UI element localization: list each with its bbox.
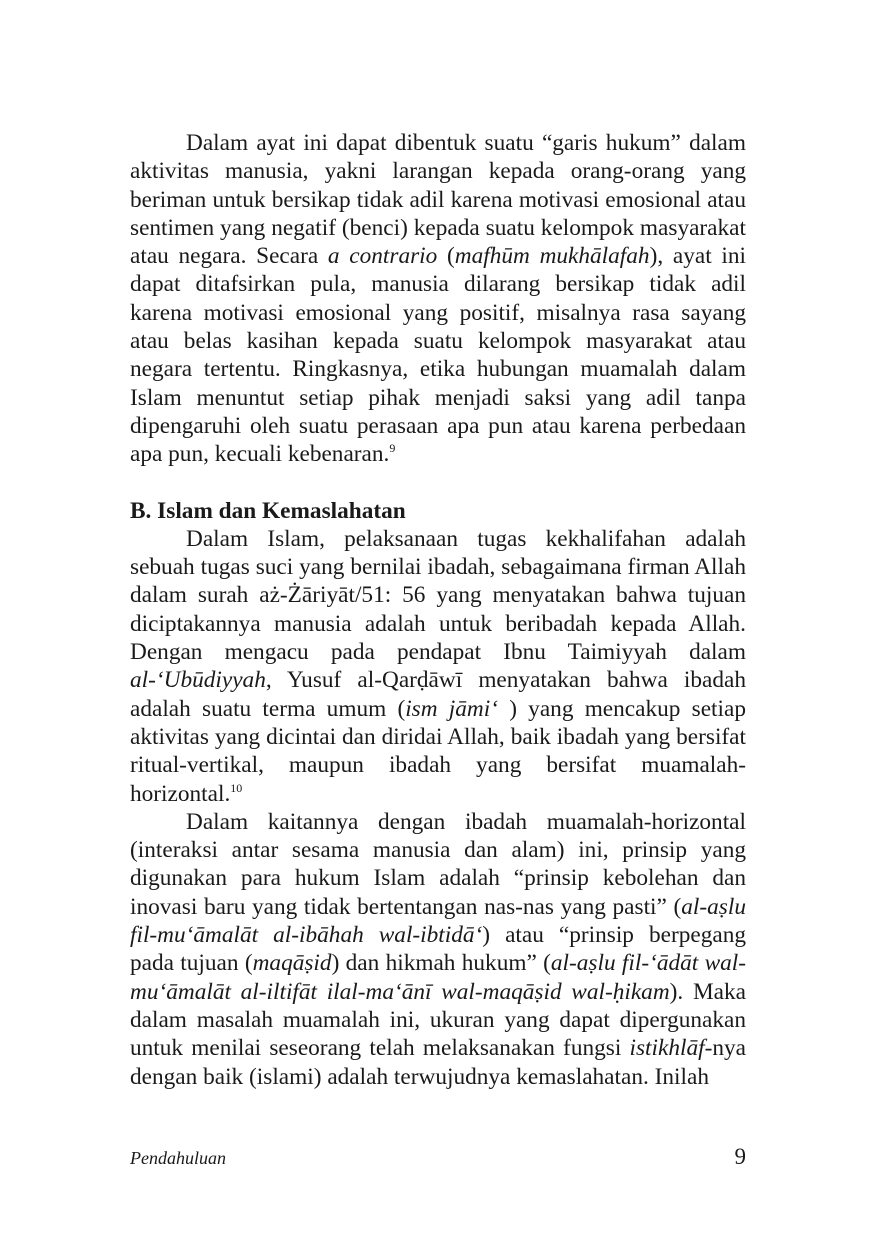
body-text: [130, 129, 746, 1091]
paragraph-ibadah: [130, 525, 746, 808]
section-heading: B. Islam dan Kemaslahatan: [130, 497, 406, 524]
italic-term: ism jāmi‘: [405, 695, 498, 722]
paragraph-muamalah: [130, 808, 746, 1091]
footnote-marker[interactable]: 9: [389, 441, 396, 456]
italic-term: maqāṣid: [252, 950, 332, 977]
text-run: ). Maka dalam masalah muamalah ini, ukuran yang dapat dipergunakan untuk menilai seseorang telah melaksanakan fungsi: [130, 978, 746, 1062]
italic-term: a contrario: [327, 243, 438, 270]
running-footer-title: Pendahuluan: [130, 1148, 226, 1168]
text-run: -nya dengan baik (islami) adalah terwujudnya kemaslahatan. Inilah: [130, 1035, 746, 1090]
italic-term: al-aṣlu fil-mu‘āmalāt al-ibāhah wal-ibtidā‘: [130, 893, 746, 949]
footnote-marker[interactable]: 10: [230, 780, 243, 795]
text-run: Dalam Islam, pelaksanaan tugas kekhalifahan adalah sebuah tugas suci yang bernilai ibadah, sebagaimana firman Allah dalam surah aż-Żāriyāt/51: 56 yang menyatakan bahwa tujuan diciptakannya manusia adalah untuk beribadah kepada Allah. Dengan mengacu pada pendapat Ibnu Taimiyyah dalam: [130, 525, 746, 666]
text-run: Dalam kaitannya dengan ibadah muamalah-horizontal (interaksi antar sesama manusia dan alam) ini, prinsip yang digunakan para hukum Islam adalah “prinsip kebolehan dan inovasi baru yang tidak bertentangan nas-nas yang pasti” (: [130, 808, 746, 920]
text-run: , Yusuf al-Qarḍāwī menyatakan bahwa ibadah adalah suatu terma umum (: [130, 667, 746, 722]
italic-term: al-‘Ubūdiyyah: [130, 667, 266, 694]
text-run: ), ayat ini dapat ditafsirkan pula, manusia dilarang bersikap tidak adil karena motivasi emosional yang positif, misalnya rasa sayang atau belas kasihan kepada suatu kelompok masyarakat atau negara tertentu. Ringkasnya, etika hubungan muamalah dalam Islam menuntut setiap pihak menjadi saksi yang adil tanpa dipengaruhi oleh suatu perasaan apa pun atau karena perbedaan apa pun, kecuali kebenaran.: [130, 243, 746, 468]
text-run: ) yang mencakup setiap aktivitas yang dicintai dan diridai Allah, baik ibadah yang bersifat ritual-vertikal, maupun ibadah yang bersifat muamalah-horizontal.: [130, 695, 746, 807]
text-run: ) dan hikmah hukum” (: [331, 950, 551, 977]
italic-term: mafhūm mukhālafah: [454, 243, 650, 270]
italic-term: al-aṣlu fil-‘ādāt wal-mu‘āmalāt al-iltifāt ilal-ma‘ānī wal-maqāṣid wal-ḥikam: [130, 950, 746, 1005]
page-footer: [130, 1144, 746, 1174]
italic-term: istikhlāf: [629, 1035, 705, 1062]
paragraph-garis-hukum: [130, 129, 746, 469]
text-run: Dalam ayat ini dapat dibentuk suatu “garis hukum” dalam aktivitas manusia, yakni larangan kepada orang-orang yang beriman untuk bersikap tidak adil karena motivasi emosional atau sentimen yang negatif (benci) kepada suatu kelompok masyarakat atau negara. Secara: [130, 130, 746, 270]
text-run: ) atau “prinsip berpegang pada tujuan (: [130, 922, 746, 977]
page-number: 9: [734, 1144, 746, 1169]
text-run: (: [437, 243, 455, 270]
